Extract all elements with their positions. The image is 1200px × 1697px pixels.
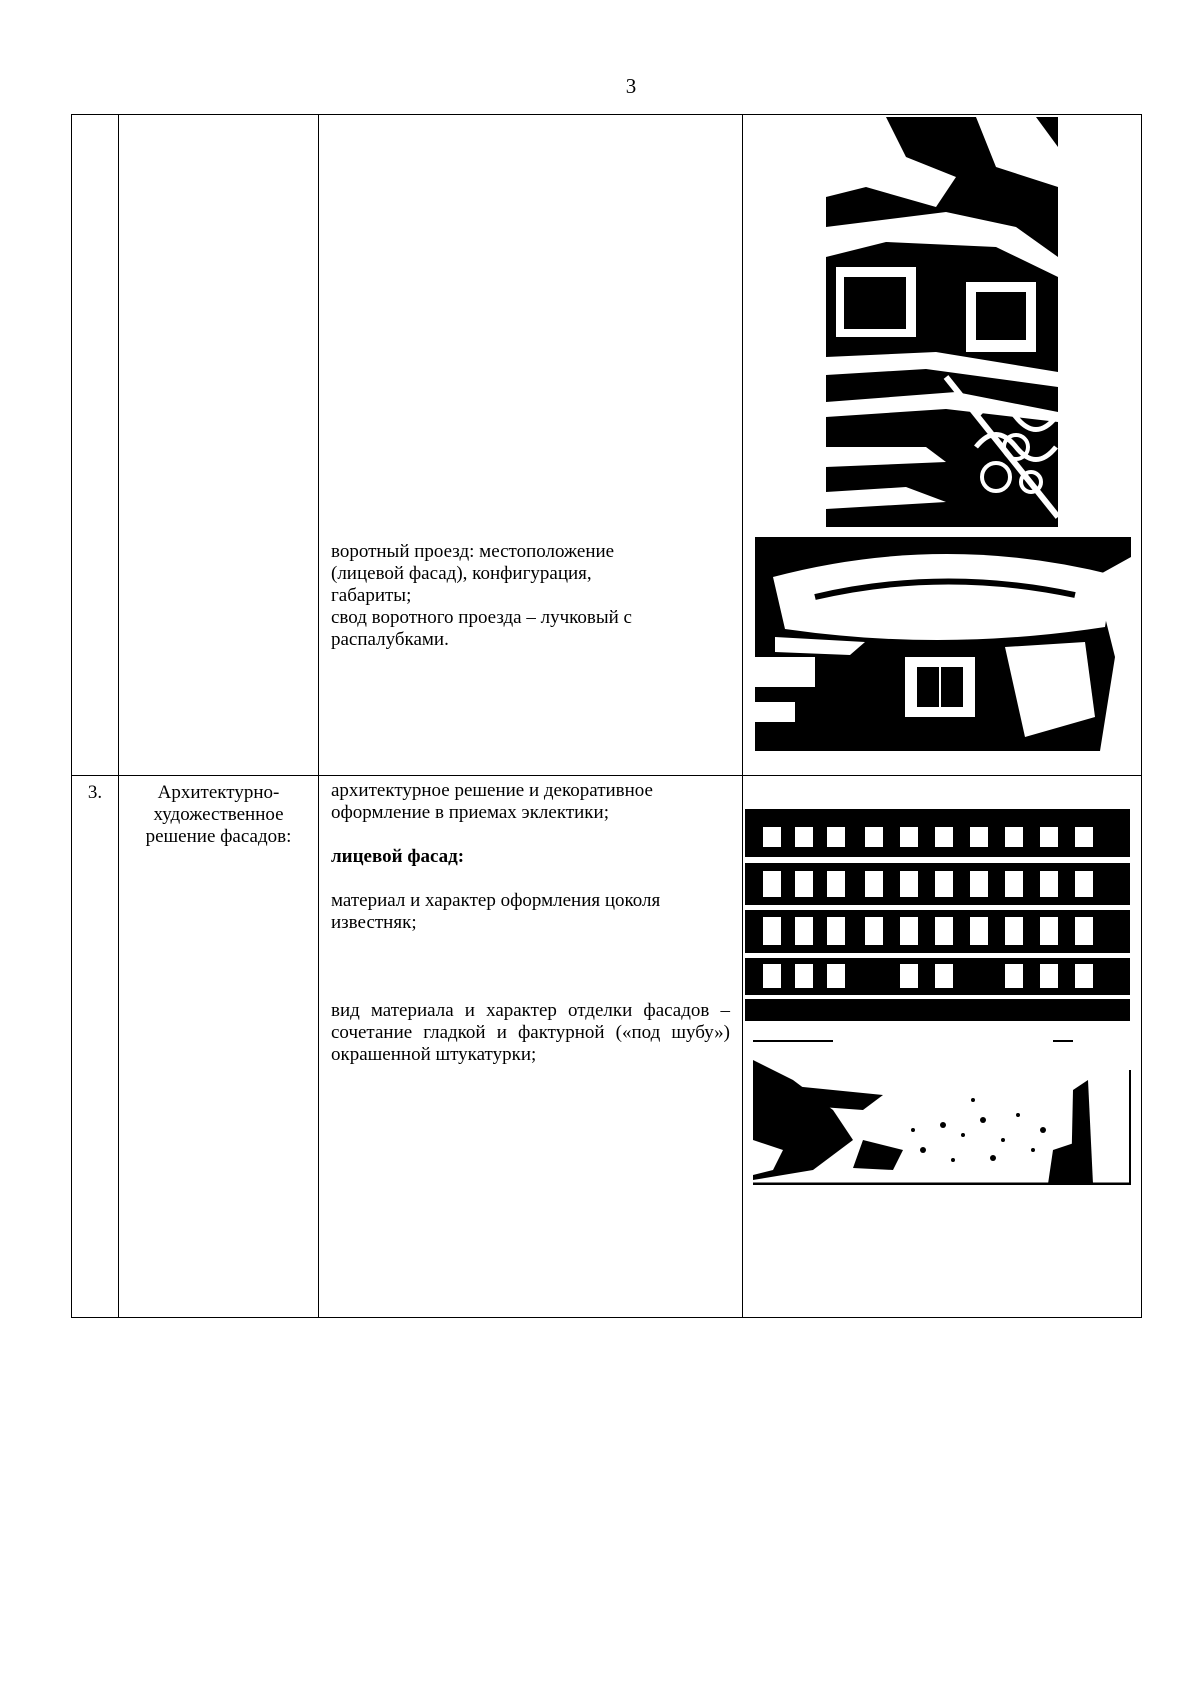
description-cell	[319, 115, 743, 776]
text-line: художественное	[153, 804, 284, 825]
text-line: Архитектурно-	[157, 782, 280, 803]
row-number-cell	[72, 115, 119, 776]
section-heading: лицевой фасад:	[331, 846, 465, 867]
table-row	[72, 776, 1142, 1318]
staircase-photo	[826, 117, 1058, 527]
finish-text: вид материала и характер отделки фасадов – сочетание гладкой и фактурной («под шубу») окрашенной штукатурки;	[331, 1000, 730, 1065]
gateway-description	[331, 541, 730, 651]
element-name-cell	[119, 776, 319, 1318]
protection-subject-table	[71, 114, 1142, 1318]
text-line: свод воротного проезда – лучковый с	[331, 607, 632, 628]
table-row	[72, 115, 1142, 776]
text-line: решение фасадов:	[145, 826, 292, 847]
element-name-cell	[119, 115, 319, 776]
plinth-text: материал и характер оформления цоколя известняк;	[331, 890, 661, 933]
row-number-cell: 3.	[72, 776, 119, 1318]
page-number: 3	[625, 74, 637, 98]
text-line: габариты;	[331, 585, 412, 606]
plinth-photo	[753, 1040, 1131, 1185]
facade-photo	[745, 799, 1140, 1021]
text-line: распалубками.	[331, 629, 449, 650]
photos-cell	[743, 115, 1142, 776]
text-line: воротный проезд: местоположение	[331, 541, 615, 562]
description-cell	[319, 776, 743, 1318]
decoration-text: архитектурное решение и декоративное оформление в приемах эклектики;	[331, 780, 653, 823]
text-line: (лицевой фасад), конфигурация,	[331, 563, 592, 584]
photos-cell	[743, 776, 1142, 1318]
gateway-vault-photo	[755, 537, 1131, 751]
